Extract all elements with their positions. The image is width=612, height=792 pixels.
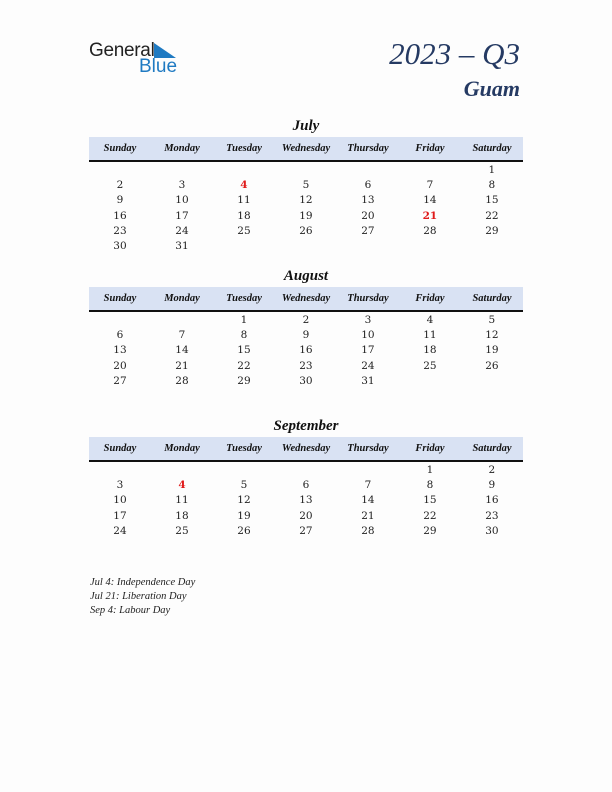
day-cell: 28 xyxy=(361,524,375,537)
region-title: Guam xyxy=(463,76,520,101)
weekday-label: Tuesday xyxy=(226,143,262,154)
month-august xyxy=(89,265,523,389)
weekday-label: Sunday xyxy=(103,143,137,154)
day-cell: 27 xyxy=(361,224,375,237)
day-cell: 1 xyxy=(240,314,248,326)
day-cell: 30 xyxy=(299,374,313,387)
day-cell: 26 xyxy=(237,524,251,537)
day-cell: 25 xyxy=(423,359,437,372)
day-cell: 11 xyxy=(423,329,437,342)
empty-cell xyxy=(89,313,151,328)
weekday-label: Monday xyxy=(164,443,200,454)
day-cell: 28 xyxy=(175,374,189,387)
day-cell: 7 xyxy=(426,179,434,192)
day-cell: 31 xyxy=(361,374,375,387)
day-cell: 13 xyxy=(361,194,375,207)
day-cell: 6 xyxy=(302,479,310,492)
day-cell: 8 xyxy=(488,179,496,192)
empty-cell xyxy=(275,463,337,478)
day-cell: 12 xyxy=(485,329,499,342)
day-cell: 20 xyxy=(361,209,375,222)
empty-cell xyxy=(89,163,151,178)
logo-text-blue: Blue xyxy=(139,56,178,77)
day-cell: 5 xyxy=(302,179,310,192)
weekday-header xyxy=(89,437,523,462)
day-cell: 4 xyxy=(426,314,434,326)
month-september xyxy=(89,415,523,539)
day-cell: 30 xyxy=(485,524,499,537)
empty-cell xyxy=(151,313,213,328)
day-cell: 27 xyxy=(113,374,127,387)
weekday-label: Friday xyxy=(415,143,445,154)
day-cell: 25 xyxy=(175,524,189,537)
day-cell: 16 xyxy=(299,344,313,357)
day-cell: 11 xyxy=(175,494,189,507)
day-cell: 16 xyxy=(113,209,127,222)
day-cell: 14 xyxy=(175,344,189,357)
day-cell: 8 xyxy=(426,479,434,492)
day-cell: 29 xyxy=(423,524,437,537)
day-cell: 1 xyxy=(488,164,496,176)
day-cell: 11 xyxy=(237,194,251,207)
day-cell: 30 xyxy=(113,239,127,252)
weekday-label: Saturday xyxy=(472,143,512,154)
day-cell: 29 xyxy=(485,224,499,237)
empty-cell xyxy=(213,163,275,178)
month-july xyxy=(89,115,523,254)
day-cell: 6 xyxy=(364,179,372,192)
day-cell: 17 xyxy=(175,209,189,222)
weekday-label: Sunday xyxy=(103,293,137,304)
day-cell: 19 xyxy=(299,209,313,222)
day-cell: 23 xyxy=(113,224,127,237)
day-cell: 19 xyxy=(237,509,251,522)
day-cell: 4 xyxy=(240,179,248,192)
day-cell: 22 xyxy=(423,509,437,522)
weekday-header xyxy=(89,287,523,312)
weekday-label: Tuesday xyxy=(226,443,262,454)
day-cell: 23 xyxy=(299,359,313,372)
weekday-label: Wednesday xyxy=(281,143,331,154)
month-title: July xyxy=(292,118,320,134)
weekday-label: Saturday xyxy=(472,293,512,304)
day-cell: 7 xyxy=(178,329,186,342)
empty-cell xyxy=(399,163,461,178)
empty-cell xyxy=(151,163,213,178)
day-grid xyxy=(89,312,523,389)
day-cell: 15 xyxy=(485,194,499,207)
day-cell: 15 xyxy=(423,494,437,507)
day-grid xyxy=(89,162,523,254)
day-cell: 4 xyxy=(178,479,186,492)
day-cell: 6 xyxy=(116,329,124,342)
day-cell: 16 xyxy=(485,494,499,507)
month-title: September xyxy=(273,418,339,434)
weekday-label: Sunday xyxy=(103,443,137,454)
day-cell: 2 xyxy=(302,314,310,326)
weekday-label: Tuesday xyxy=(226,293,262,304)
day-cell: 10 xyxy=(361,329,375,342)
weekday-label: Wednesday xyxy=(281,443,331,454)
weekday-label: Thursday xyxy=(347,293,389,304)
weekday-label: Thursday xyxy=(347,443,389,454)
day-cell: 9 xyxy=(488,479,496,492)
logo-text-general: General xyxy=(89,40,155,61)
day-cell: 10 xyxy=(113,494,127,507)
holiday-note: Jul 4: Independence Day xyxy=(90,577,196,588)
day-cell: 23 xyxy=(485,509,499,522)
day-cell: 18 xyxy=(237,209,251,222)
weekday-label: Friday xyxy=(415,293,445,304)
day-cell: 3 xyxy=(116,479,124,492)
day-cell: 28 xyxy=(423,224,437,237)
day-cell: 5 xyxy=(240,479,248,492)
weekday-label: Thursday xyxy=(347,143,389,154)
month-title: August xyxy=(283,268,329,284)
day-cell: 22 xyxy=(237,359,251,372)
day-cell: 2 xyxy=(488,464,496,476)
day-cell: 26 xyxy=(485,359,499,372)
day-cell: 13 xyxy=(299,494,313,507)
day-cell: 20 xyxy=(113,359,127,372)
weekday-header xyxy=(89,137,523,162)
day-cell: 2 xyxy=(116,179,124,192)
day-cell: 13 xyxy=(113,344,127,357)
day-cell: 18 xyxy=(423,344,437,357)
weekday-label: Friday xyxy=(415,443,445,454)
holiday-notes xyxy=(90,576,195,618)
day-cell: 20 xyxy=(299,509,313,522)
day-cell: 21 xyxy=(175,359,189,372)
weekday-label: Saturday xyxy=(472,443,512,454)
empty-cell xyxy=(89,463,151,478)
day-cell: 22 xyxy=(485,209,499,222)
weekday-label: Monday xyxy=(164,293,200,304)
day-cell: 10 xyxy=(175,194,189,207)
day-cell: 25 xyxy=(237,224,251,237)
empty-cell xyxy=(151,463,213,478)
day-cell: 21 xyxy=(361,509,375,522)
day-cell: 3 xyxy=(364,314,372,326)
empty-cell xyxy=(337,163,399,178)
day-cell: 1 xyxy=(426,464,434,476)
day-cell: 26 xyxy=(299,224,313,237)
day-cell: 17 xyxy=(113,509,127,522)
empty-cell xyxy=(337,463,399,478)
day-cell: 9 xyxy=(116,194,124,207)
day-cell: 17 xyxy=(361,344,375,357)
day-cell: 19 xyxy=(485,344,499,357)
empty-cell xyxy=(275,163,337,178)
day-cell: 29 xyxy=(237,374,251,387)
day-cell: 5 xyxy=(488,314,496,326)
day-cell: 14 xyxy=(423,194,437,207)
day-cell: 15 xyxy=(237,344,251,357)
day-cell: 3 xyxy=(178,179,186,192)
day-cell: 24 xyxy=(113,524,127,537)
day-cell: 7 xyxy=(364,479,372,492)
page-title: 2023 – Q3 xyxy=(389,36,520,71)
day-cell: 8 xyxy=(240,329,248,342)
day-grid xyxy=(89,462,523,539)
weekday-label: Monday xyxy=(164,143,200,154)
empty-cell xyxy=(213,463,275,478)
holiday-note: Jul 21: Liberation Day xyxy=(90,591,187,602)
day-cell: 9 xyxy=(302,329,310,342)
day-cell: 12 xyxy=(237,494,251,507)
day-cell: 18 xyxy=(175,509,189,522)
day-cell: 31 xyxy=(175,239,189,252)
day-cell: 27 xyxy=(299,524,313,537)
day-cell: 12 xyxy=(299,194,313,207)
day-cell: 24 xyxy=(361,359,375,372)
day-cell: 21 xyxy=(422,209,438,222)
weekday-label: Wednesday xyxy=(281,293,331,304)
day-cell: 14 xyxy=(361,494,375,507)
day-cell: 24 xyxy=(175,224,189,237)
holiday-note: Sep 4: Labour Day xyxy=(90,605,171,616)
